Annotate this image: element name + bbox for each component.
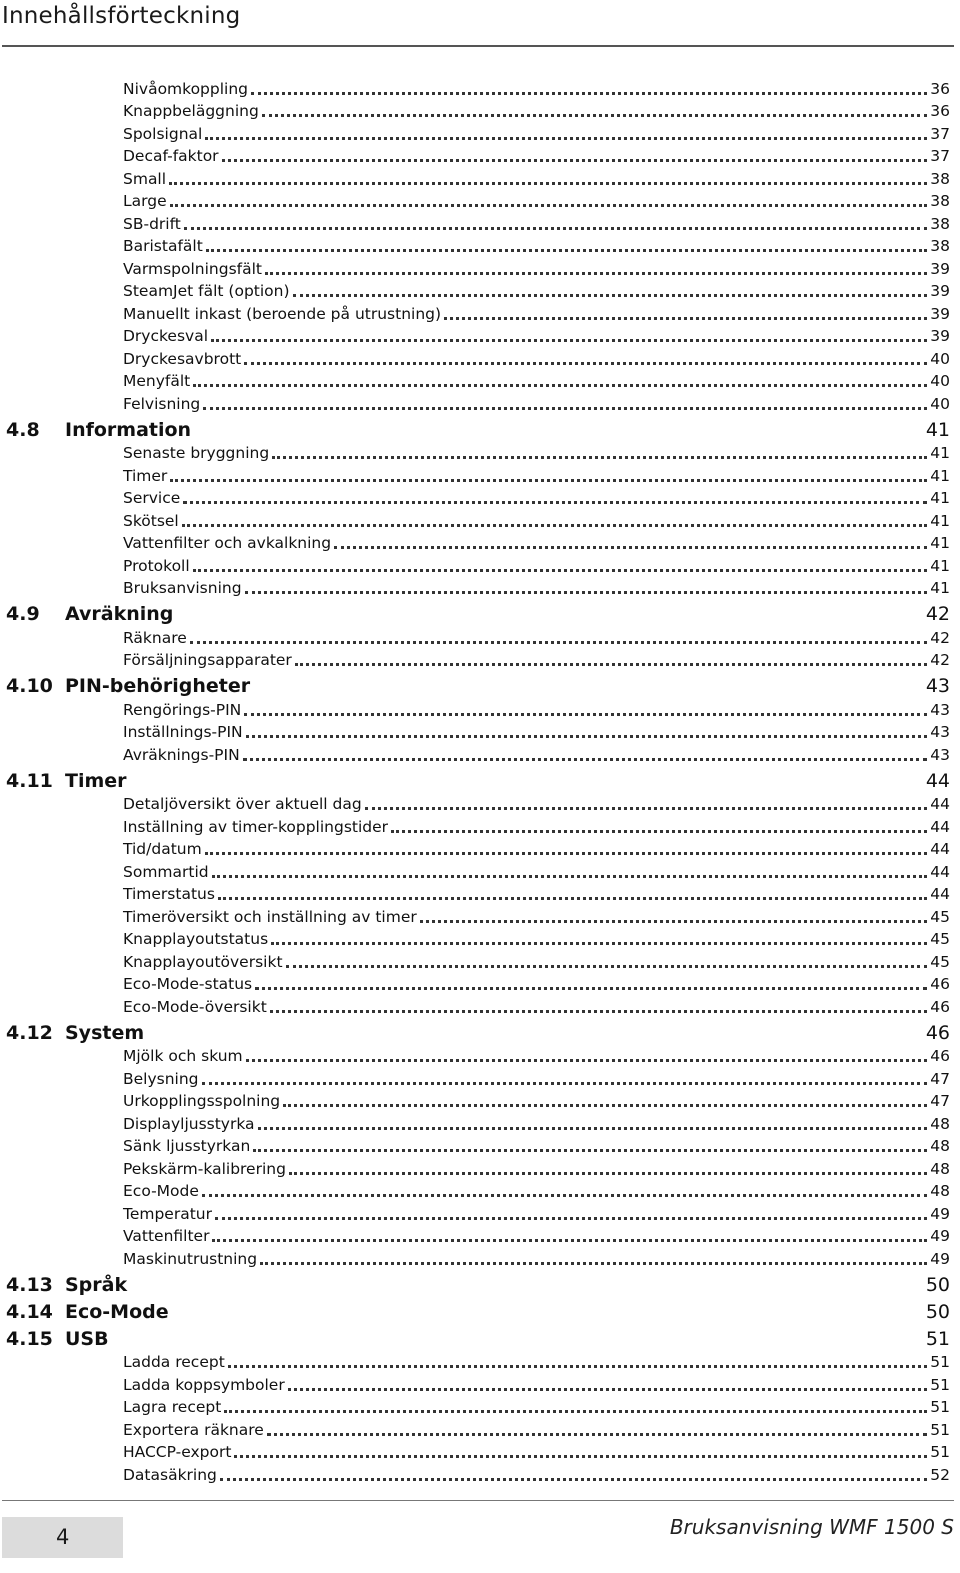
entry-title: Belysning [123,1069,199,1088]
toc-entry[interactable] [0,326,960,349]
page-ref: 40 [930,349,950,368]
entry-title: Timeröversikt och inställning av timer [123,907,417,926]
toc-section-entry[interactable] [0,1325,960,1352]
page-ref: 46 [930,997,950,1016]
dot-leader [365,807,928,810]
entry-title: Menyfält [123,372,191,390]
dot-leader [220,1478,927,1481]
entry-title: Inställning av timer-kopplingstider [123,817,389,836]
page-ref: 51 [930,1375,950,1394]
page-ref: 49 [930,1249,950,1268]
entry-title: Baristafält [123,237,203,255]
entry-title: Large [123,192,167,210]
dot-leader [218,897,927,900]
toc-entry[interactable] [0,1226,960,1249]
entry-title: Senaste bryggning [123,444,270,462]
dot-leader [255,987,927,990]
page-ref: 44 [930,885,950,903]
dot-leader [190,641,927,644]
section-title: Avräkning [65,603,174,625]
toc-entry[interactable] [0,794,960,817]
toc-entry[interactable] [0,1113,960,1136]
entry-title: Ladda koppsymboler [123,1375,285,1394]
toc-entry[interactable] [0,191,960,214]
dot-leader [244,362,927,365]
page-ref: 39 [930,304,950,323]
toc-entry[interactable] [0,303,960,326]
toc-entry[interactable] [0,168,960,191]
page-title: Innehållsförteckning [2,3,241,29]
toc-entry[interactable] [0,1248,960,1271]
page-header [0,0,960,47]
entry-title: Varmspolningsfält [123,259,263,278]
page-ref: 46 [930,975,950,993]
entry-title: Manuellt inkast (beroende på utrustning) [123,304,442,323]
toc-entry[interactable] [0,699,960,722]
entry-title: Displayljusstyrka [123,1114,255,1133]
page-ref: 45 [930,952,950,971]
dot-leader [293,294,928,297]
section-number: 4.14 [6,1300,53,1323]
page-ref: 50 [925,1300,950,1323]
dot-leader [228,1365,927,1368]
table-of-contents [0,78,960,1487]
entry-title: Knappbeläggning [123,102,259,120]
page-ref: 46 [925,1021,950,1044]
toc-entry[interactable] [0,393,960,416]
entry-title: Ladda recept [123,1353,225,1371]
section-title: Timer [65,769,127,792]
dot-leader [391,830,927,833]
page-ref: 47 [930,1092,950,1110]
entry-title: Eco-Mode-status [123,975,253,993]
page-ref: 44 [930,840,950,858]
page-ref: 39 [930,282,950,300]
entry-title: Skötsel [123,511,179,530]
toc-entry[interactable] [0,465,960,488]
toc-entry[interactable] [0,1068,960,1091]
toc-entry[interactable] [0,650,960,673]
dot-leader [265,272,927,275]
dot-leader [283,1104,927,1107]
toc-section-entry[interactable] [0,767,960,794]
dot-leader [212,1239,927,1242]
toc-entry[interactable] [0,627,960,650]
section-number: 4.8 [6,418,40,441]
page-ref: 44 [930,795,950,813]
section-title: Eco-Mode [65,1300,169,1323]
page-ref: 43 [925,675,950,697]
entry-title: Dryckesavbrott [123,349,242,368]
dot-leader [270,1010,927,1013]
dot-leader [212,875,928,878]
toc-section-entry[interactable] [0,1019,960,1046]
dot-leader [251,92,927,95]
page-ref: 44 [930,862,950,881]
entry-title: Knapplayoutstatus [123,930,269,948]
toc-section-entry[interactable] [0,1271,960,1298]
dot-leader [202,1082,928,1085]
toc-entry[interactable] [0,722,960,745]
footer-divider [2,1500,954,1501]
toc-entry[interactable] [0,816,960,839]
entry-title: HACCP-export [123,1443,232,1461]
entry-title: Tid/datum [123,840,202,858]
page-ref: 46 [930,1047,950,1065]
entry-title: Timer [123,466,168,485]
page-ref: 51 [930,1353,950,1371]
toc-entry[interactable] [0,213,960,236]
toc-entry[interactable] [0,1091,960,1114]
page-ref: 40 [930,372,950,390]
toc-entry[interactable] [0,1158,960,1181]
dot-leader [224,1410,927,1413]
page-ref: 44 [925,769,950,792]
entry-title: Sänk ljusstyrkan [123,1137,251,1155]
toc-entry[interactable] [0,884,960,907]
page-ref: 45 [930,907,950,926]
page-ref: 41 [930,444,950,462]
dot-leader [246,735,928,738]
page-ref: 38 [930,192,950,210]
page-ref: 51 [925,1327,950,1350]
page-ref: 51 [930,1420,950,1439]
dot-leader [295,663,927,666]
entry-title: Pekskärm-kalibrering [123,1159,286,1178]
toc-entry[interactable] [0,510,960,533]
entry-title: Detaljöversikt över aktuell dag [123,795,362,813]
dot-leader [289,1172,927,1175]
toc-entry[interactable] [0,555,960,578]
entry-title: Eco-Mode [123,1182,199,1200]
page-ref: 40 [930,394,950,413]
toc-entry[interactable] [0,1374,960,1397]
toc-entry[interactable] [0,1419,960,1442]
page-ref: 41 [930,466,950,485]
dot-leader [202,1194,927,1197]
dot-leader [183,501,927,504]
toc-entry[interactable] [0,1203,960,1226]
dot-leader [182,524,928,527]
toc-entry[interactable] [0,348,960,371]
toc-entry[interactable] [0,1442,960,1465]
dot-leader [267,1433,927,1436]
toc-entry[interactable] [0,258,960,281]
dot-leader [271,942,927,945]
toc-entry[interactable] [0,236,960,259]
page-ref: 38 [930,214,950,233]
dot-leader [245,591,928,594]
page-ref: 41 [925,418,950,441]
toc-entry[interactable] [0,488,960,511]
entry-title: Maskinutrustning [123,1249,258,1268]
entry-title: Sommartid [123,862,209,881]
dot-leader [246,1059,928,1062]
entry-title: Vattenfilter och avkalkning [123,534,332,552]
dot-leader [205,137,927,140]
toc-entry[interactable] [0,951,960,974]
dot-leader [206,249,927,252]
page-ref: 47 [930,1069,950,1088]
dot-leader [170,479,927,482]
section-title: Språk [65,1273,128,1296]
page-ref: 42 [925,603,950,625]
dot-leader [272,456,927,459]
dot-leader [444,317,927,320]
entry-title: Exportera räknare [123,1420,264,1439]
document-title: Bruksanvisning WMF 1500 S [669,1515,954,1539]
toc-entry[interactable] [0,1397,960,1420]
entry-title: Rengörings-PIN [123,700,242,719]
page-ref: 36 [930,102,950,120]
dot-leader [170,204,928,207]
toc-entry[interactable] [0,1352,960,1375]
dot-leader [288,1388,928,1391]
entry-title: Avräknings-PIN [123,745,240,764]
entry-title: Protokoll [123,556,190,575]
page-ref: 38 [930,237,950,255]
page-ref: 42 [930,628,950,647]
page-ref: 51 [930,1398,950,1416]
page-number: 4 [56,1525,70,1549]
entry-title: Knapplayoutöversikt [123,952,283,971]
entry-title: Lagra recept [123,1398,222,1416]
section-number: 4.11 [6,769,53,792]
toc-entry[interactable] [0,281,960,304]
section-number: 4.13 [6,1273,53,1296]
dot-leader [253,1149,927,1152]
entry-title: Temperatur [123,1204,212,1223]
page-ref: 49 [930,1227,950,1245]
toc-section-entry[interactable] [0,600,960,627]
toc-entry[interactable] [0,1046,960,1069]
toc-entry[interactable] [0,443,960,466]
entry-title: Försäljningsapparater [123,651,292,669]
page-ref: 41 [930,511,950,530]
toc-section-entry[interactable] [0,1298,960,1325]
section-number: 4.10 [6,675,53,697]
page-ref: 48 [930,1137,950,1155]
toc-entry[interactable] [0,929,960,952]
entry-title: Dryckesval [123,327,209,345]
page-ref: 43 [930,700,950,719]
page-ref: 38 [930,169,950,188]
toc-section-entry[interactable] [0,672,960,699]
toc-entry[interactable] [0,974,960,997]
entry-title: SB-drift [123,214,181,233]
dot-leader [234,1455,927,1458]
toc-entry[interactable] [0,146,960,169]
entry-title: Vattenfilter [123,1227,210,1245]
page-ref: 41 [930,489,950,507]
toc-entry[interactable] [0,123,960,146]
entry-title: SteamJet fält (option) [123,282,290,300]
entry-title: Bruksanvisning [123,579,242,597]
dot-leader [258,1127,928,1130]
dot-leader [286,965,928,968]
entry-title: Räknare [123,628,187,647]
toc-entry[interactable] [0,533,960,556]
page-ref: 42 [930,651,950,669]
dot-leader [244,713,927,716]
page-ref: 41 [930,534,950,552]
entry-title: Felvisning [123,394,201,413]
entry-title: Urkopplingsspolning [123,1092,281,1110]
page-ref: 43 [930,745,950,764]
section-number: 4.12 [6,1021,53,1044]
toc-entry[interactable] [0,1464,960,1487]
page-ref: 49 [930,1204,950,1223]
page-ref: 36 [930,79,950,98]
section-title: System [65,1021,145,1044]
section-title: USB [65,1327,109,1350]
toc-section-entry[interactable] [0,416,960,443]
dot-leader [262,114,927,117]
dot-leader [169,182,927,185]
entry-title: Spolsignal [123,124,203,143]
toc-entry[interactable] [0,371,960,394]
dot-leader [184,227,927,230]
toc-entry[interactable] [0,78,960,101]
toc-entry[interactable] [0,1136,960,1159]
toc-entry[interactable] [0,996,960,1019]
toc-entry[interactable] [0,861,960,884]
page-ref: 37 [930,147,950,165]
page-ref: 52 [930,1465,950,1484]
entry-title: Mjölk och skum [123,1047,243,1065]
entry-title: Datasäkring [123,1465,217,1484]
section-number: 4.9 [6,603,40,625]
page-ref: 43 [930,723,950,741]
dot-leader [193,569,928,572]
dot-leader [420,920,928,923]
toc-entry[interactable] [0,744,960,767]
page-ref: 39 [930,259,950,278]
page-ref: 45 [930,930,950,948]
toc-entry[interactable] [0,101,960,124]
dot-leader [222,159,928,162]
entry-title: Eco-Mode-översikt [123,997,267,1016]
dot-leader [193,384,927,387]
page-ref: 41 [930,579,950,597]
dot-leader [334,546,927,549]
dot-leader [215,1217,927,1220]
section-title: PIN-behörigheter [65,675,251,697]
page-ref: 39 [930,327,950,345]
page-ref: 51 [930,1443,950,1461]
section-number: 4.15 [6,1327,53,1350]
dot-leader [203,407,927,410]
page-ref: 50 [925,1273,950,1296]
toc-entry[interactable] [0,578,960,601]
entry-title: Decaf-faktor [123,147,219,165]
entry-title: Nivåomkoppling [123,79,249,98]
section-title: Information [65,418,192,441]
page-ref: 44 [930,817,950,836]
toc-entry[interactable] [0,1181,960,1204]
page-ref: 37 [930,124,950,143]
dot-leader [211,339,927,342]
page-ref: 41 [930,556,950,575]
page-ref: 48 [930,1114,950,1133]
toc-entry[interactable] [0,906,960,929]
toc-entry[interactable] [0,839,960,862]
dot-leader [243,758,928,761]
page-ref: 48 [930,1159,950,1178]
dot-leader [205,852,928,855]
entry-title: Inställnings-PIN [123,723,243,741]
page-ref: 48 [930,1182,950,1200]
entry-title: Timerstatus [123,885,215,903]
entry-title: Service [123,489,181,507]
header-divider [2,45,954,47]
dot-leader [260,1262,927,1265]
entry-title: Small [123,169,167,188]
